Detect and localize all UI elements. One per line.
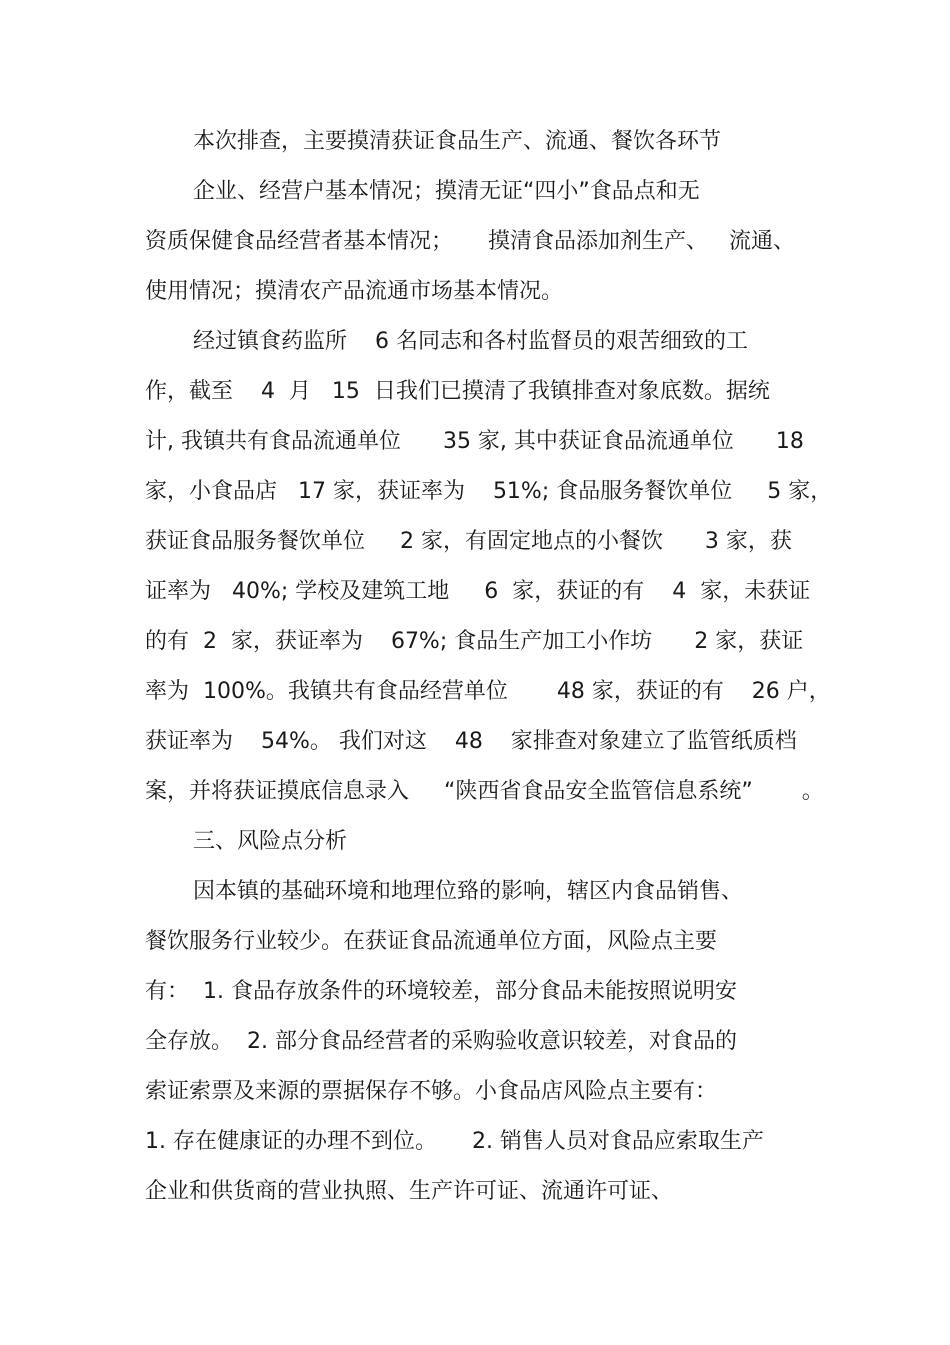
text-line: 有： 1. 食品存放条件的环境较差，部分食品未能按照说明安 <box>145 979 737 1004</box>
text-line: 企业、经营户基本情况；摸清无证“四小”食品点和无 <box>193 179 700 204</box>
text-line: 计, 我镇共有食品流通单位 35 家, 其中获证食品流通单位 18 <box>145 429 804 454</box>
text-line: 获证食品服务餐饮单位 2 家，有固定地点的小餐饮 3 家，获 <box>145 529 792 554</box>
text-line: 率为 100%。我镇共有食品经营单位 48 家，获证的有 26 户， <box>145 679 831 704</box>
text-line: 的有 2 家，获证率为 67%; 食品生产加工小作坊 2 家，获证 <box>145 629 804 654</box>
text-line: 本次排查，主要摸清获证食品生产、流通、餐饮各环节 <box>193 129 722 154</box>
text-line: 资质保健食品经营者基本情况； 摸清食品添加剂生产、 流通、 <box>145 229 795 254</box>
text-line: 使用情况；摸清农产品流通市场基本情况。 <box>145 279 564 304</box>
text-line: 获证率为 54%。 我们对这 48 家排查对象建立了监管纸质档 <box>145 729 797 754</box>
text-line: 经过镇食药监所 6 名同志和各村监督员的艰苦细致的工 <box>193 329 748 354</box>
text-line: 餐饮服务行业较少。在获证食品流通单位方面，风险点主要 <box>145 929 718 954</box>
section-heading: 三、风险点分析 <box>193 829 348 854</box>
text-line: 证率为 40%; 学校及建筑工地 6 家，获证的有 4 家，未获证 <box>145 579 811 604</box>
text-line: 家，小食品店 17 家，获证率为 51%; 食品服务餐饮单位 5 家， <box>145 479 833 504</box>
text-line: 企业和供货商的营业执照、生产许可证、流通许可证、 <box>145 1179 674 1204</box>
text-line: 案，并将获证摸底信息录入 “陕西省食品安全监管信息系统” 。 <box>145 779 824 804</box>
text-line: 索证索票及来源的票据保存不够。小食品店风险点主要有： <box>145 1079 718 1104</box>
text-line: 作，截至 4 月 15 日我们已摸清了我镇排查对象底数。据统 <box>145 379 770 404</box>
text-line: 全存放。 2. 部分食品经营者的采购验收意识较差，对食品的 <box>145 1029 737 1054</box>
text-line: 因本镇的基础环境和地理位臵的影响，辖区内食品销售、 <box>193 879 744 904</box>
text-line: 1. 存在健康证的办理不到位。 2. 销售人员对食品应索取生产 <box>145 1129 764 1154</box>
